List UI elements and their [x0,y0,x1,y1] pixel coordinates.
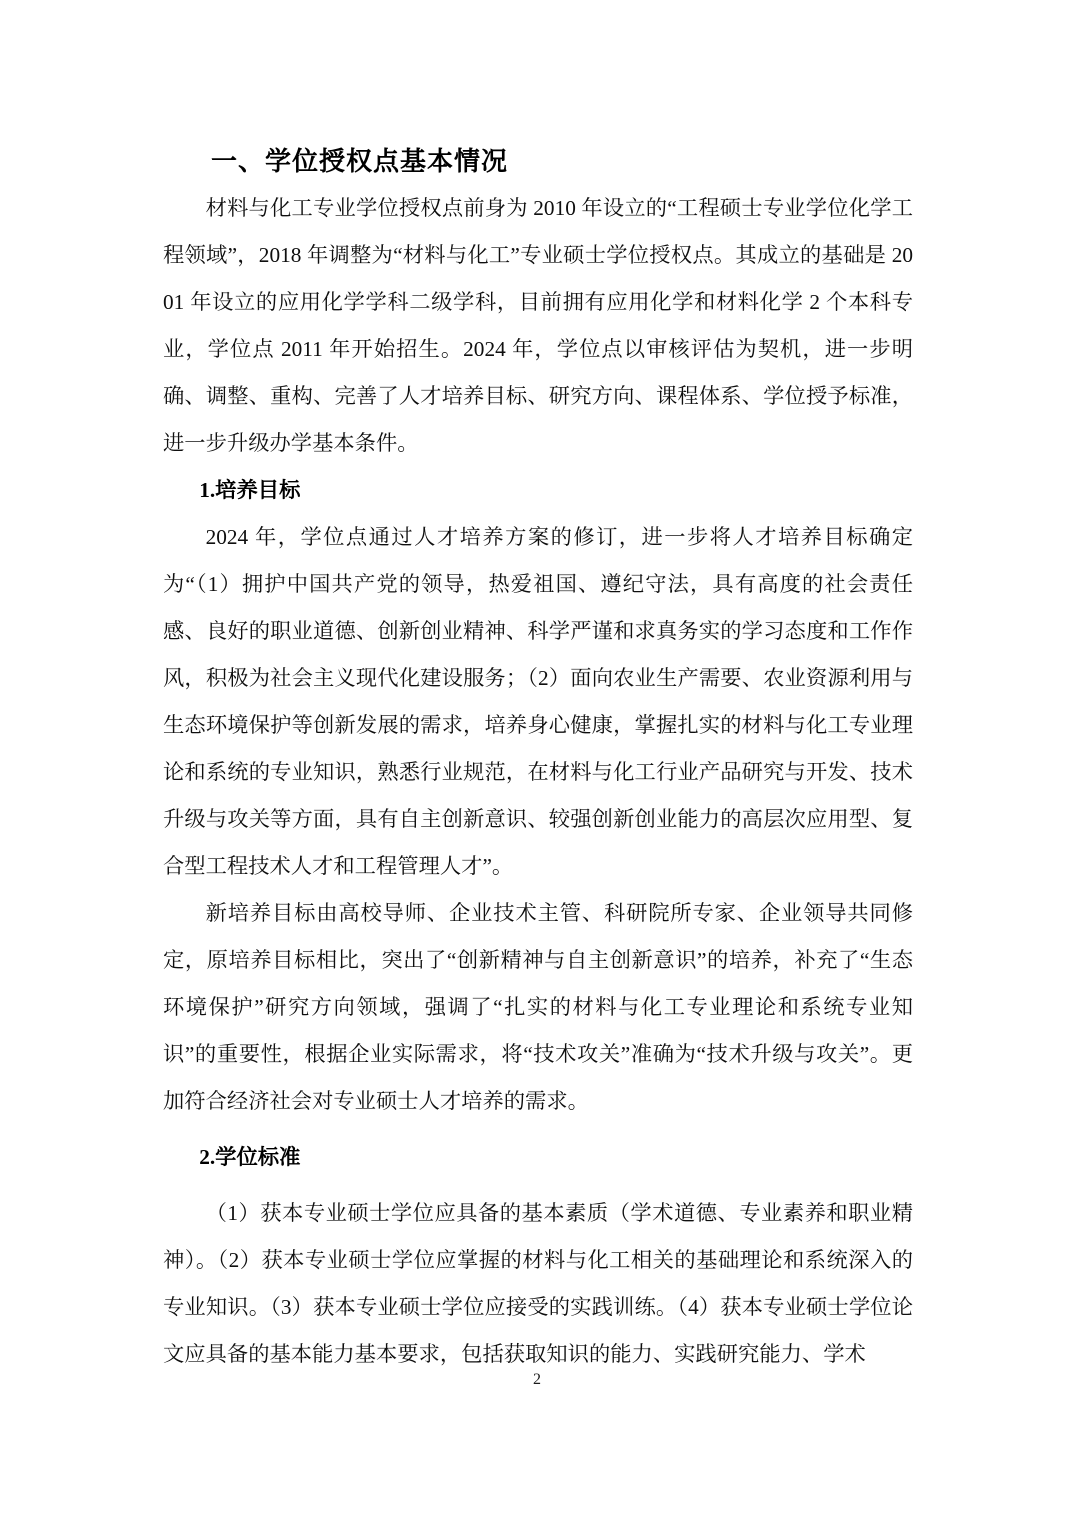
paragraph-degree-standard: （1）获本专业硕士学位应具备的基本素质（学术道德、专业素养和职业精神）。（2）获本专业硕士学位应掌握的材料与化工相关的基础理论和系统深入的专业知识。（3）获本专业硕士学位应接受的实践训练。（4）获本专业硕士学位论文应具备的基本能力基本要求，包括获取知识的能力、实践研究能力、学术 [163,1201,913,1366]
subheading-degree-standard: 2.学位标准 [199,1145,301,1169]
subheading-training-goal: 1.培养目标 [199,478,301,502]
paragraph-goal-revision: 新培养目标由高校导师、企业技术主管、科研院所专家、企业领导共同修定，原培养目标相比，突出了“创新精神与自主创新意识”的培养，补充了“生态环境保护”研究方向领域，强调了“扎实的材料与化工专业理论和系统专业知识”的重要性，根据企业实际需求，将“技术攻关”准确为“技术升级与攻关”。更加符合经济社会对专业硕士人才培养的需求。 [163,901,913,1113]
paragraph-training-goal: 2024 年，学位点通过人才培养方案的修订，进一步将人才培养目标确定为“（1）拥护中国共产党的领导，热爱祖国、遵纪守法，具有高度的社会责任感、良好的职业道德、创新创业精神、科学严谨和求真务实的学习态度和工作作风，积极为社会主义现代化建设服务；（2）面向农业生产需要、农业资源利用与生态环境保护等创新发展的需求，培养身心健康，掌握扎实的材料与化工专业理论和系统的专业知识，熟悉行业规范，在材料与化工行业产品研究与开发、技术升级与攻关等方面，具有自主创新意识、较强创新创业能力的高层次应用型、复合型工程技术人才和工程管理人才”。 [163,525,913,878]
paragraph-overview: 材料与化工专业学位授权点前身为 2010 年设立的“工程硕士专业学位化学工程领域”，2018 年调整为“材料与化工”专业硕士学位授权点。其成立的基础是 2001 年设立的应用化学学科二级学科，目前拥有应用化学和材料化学 2 个本科专业，学位点 2011 年开始招生。2024 年，学位点以审核评估为契机，进一步明确、调整、重构、完善了人才培养目标、研究方向、课程体系、学位授予标准，进一步升级办学基本条件。 [163,196,913,455]
document-content [163,144,913,1378]
page-number: 2 [533,1371,541,1388]
section-heading: 一、学位授权点基本情况 [211,146,509,176]
